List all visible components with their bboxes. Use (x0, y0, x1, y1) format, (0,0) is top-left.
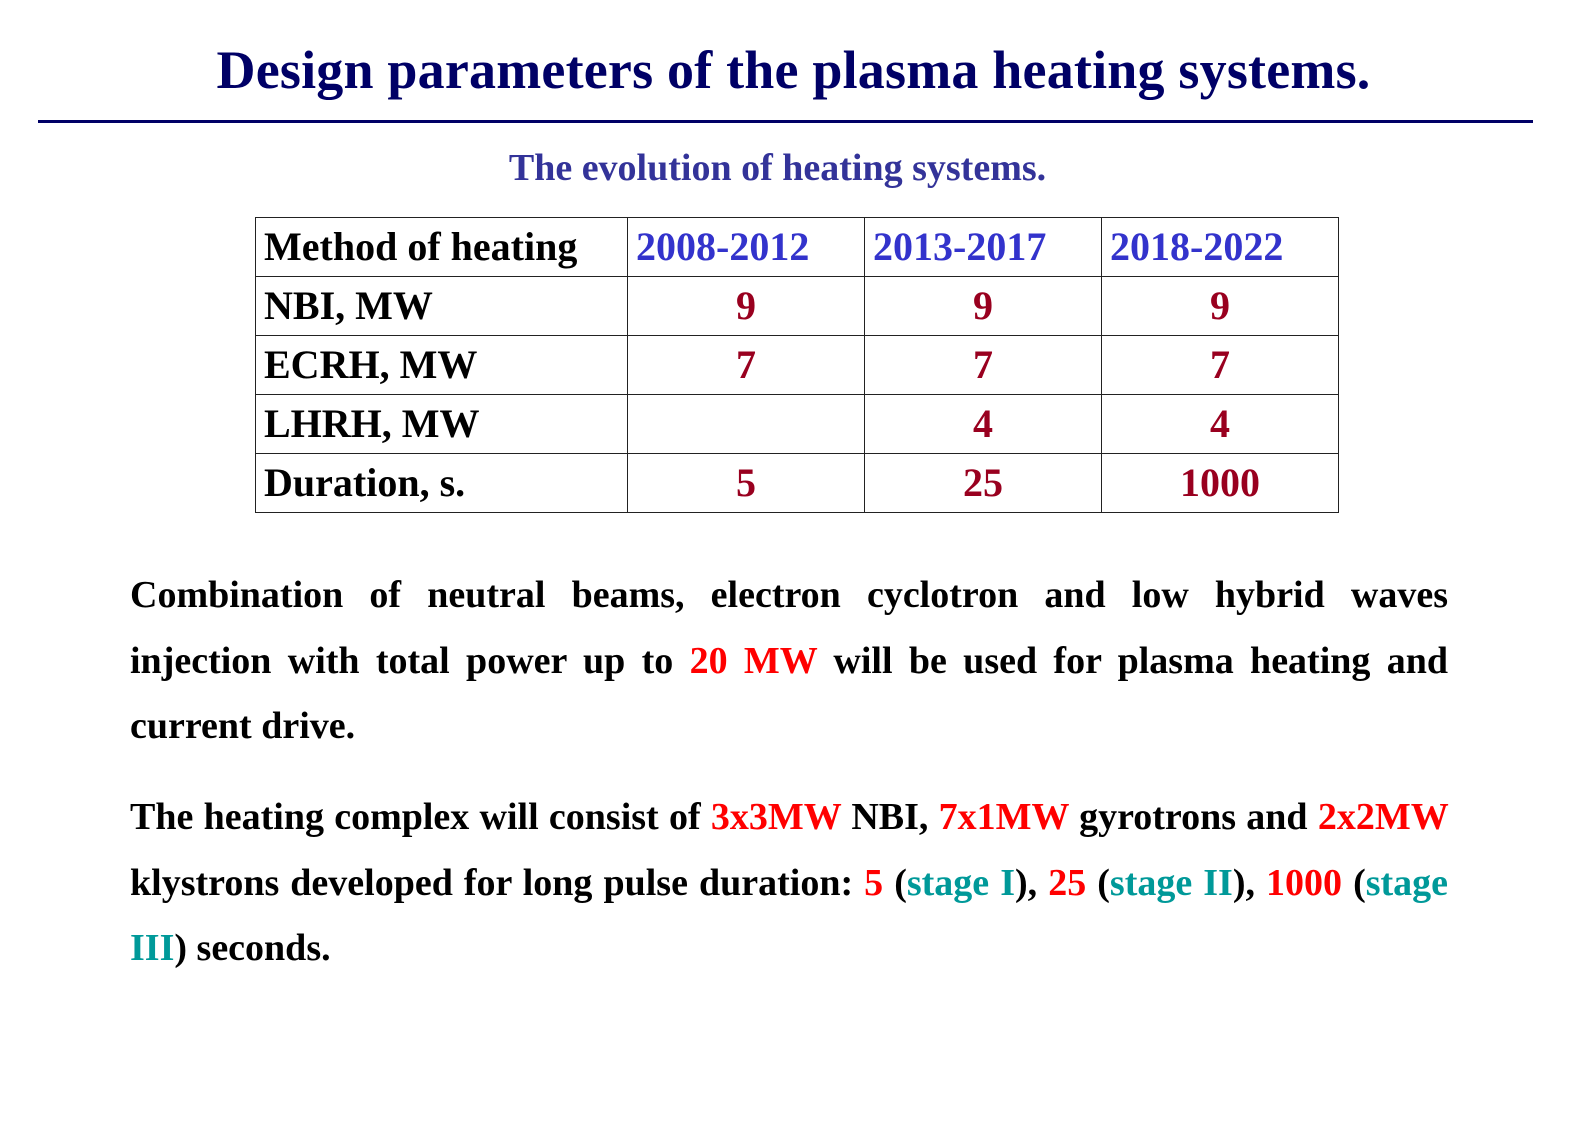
paragraph-text: NBI, (841, 796, 939, 838)
cell-value: 4 (1102, 395, 1339, 454)
table-header-row (256, 218, 1339, 277)
row-label: NBI, MW (256, 277, 628, 336)
heating-complex-paragraph (130, 785, 1448, 982)
row-label: LHRH, MW (256, 395, 628, 454)
stage-2-label: stage II (1109, 861, 1233, 904)
title-divider (38, 120, 1533, 123)
cell-value: 25 (865, 454, 1102, 513)
table-caption: The evolution of heating systems. (508, 147, 1047, 189)
header-method: Method of heating (256, 218, 628, 277)
table-row-nbi (256, 277, 1339, 336)
paragraph-text: ( (1342, 861, 1366, 904)
heating-combination-paragraph (130, 563, 1448, 760)
duration-stage-3: 1000 (1266, 861, 1343, 904)
paragraph-text: ), (1015, 861, 1049, 904)
page-title: Design parameters of the plasma heating systems. (216, 40, 1371, 100)
row-label: Duration, s. (256, 454, 628, 513)
paragraph-text: ) seconds. (174, 927, 331, 969)
paragraph-text: will be used for plasma heating and current drive. (130, 639, 1448, 747)
duration-stage-2: 25 (1048, 861, 1087, 904)
paragraph-text: klystrons developed for long pulse duration: (130, 861, 865, 904)
header-period-1: 2008-2012 (628, 218, 865, 277)
cell-value: 5 (628, 454, 865, 513)
stage-1-label: stage I (906, 861, 1015, 904)
table-row-ecrh (256, 336, 1339, 395)
header-period-3: 2018-2022 (1102, 218, 1339, 277)
paragraph-text: gyrotrons and (1068, 796, 1318, 838)
stage-3-label: stage III (130, 861, 1449, 969)
nbi-config-highlight: 3x3MW (710, 796, 842, 838)
cell-value: 1000 (1102, 454, 1339, 513)
gyrotron-config-highlight: 7x1MW (938, 796, 1069, 838)
cell-value: 7 (1102, 336, 1339, 395)
cell-value: 9 (628, 277, 865, 336)
header-period-2: 2013-2017 (865, 218, 1102, 277)
table-row-lhrh (256, 395, 1339, 454)
cell-value: 9 (865, 277, 1102, 336)
paragraph-text: ( (883, 861, 907, 904)
paragraph-text: ( (1086, 861, 1110, 904)
klystron-config-highlight: 2x2MW (1317, 796, 1449, 838)
total-power-highlight: 20 MW (689, 639, 818, 682)
paragraph-text: The heating complex will consist of (130, 796, 711, 838)
duration-stage-1: 5 (864, 861, 884, 904)
cell-value: 9 (1102, 277, 1339, 336)
paragraph-text: ), (1232, 861, 1267, 904)
cell-value: 7 (865, 336, 1102, 395)
heating-systems-table (255, 217, 1339, 513)
paragraph-text: Combination of neutral beams, electron cyclotron and low hybrid waves injection with total power up to (130, 574, 1448, 682)
cell-value (628, 395, 865, 454)
cell-value: 7 (628, 336, 865, 395)
row-label: ECRH, MW (256, 336, 628, 395)
table-row-duration (256, 454, 1339, 513)
cell-value: 4 (865, 395, 1102, 454)
